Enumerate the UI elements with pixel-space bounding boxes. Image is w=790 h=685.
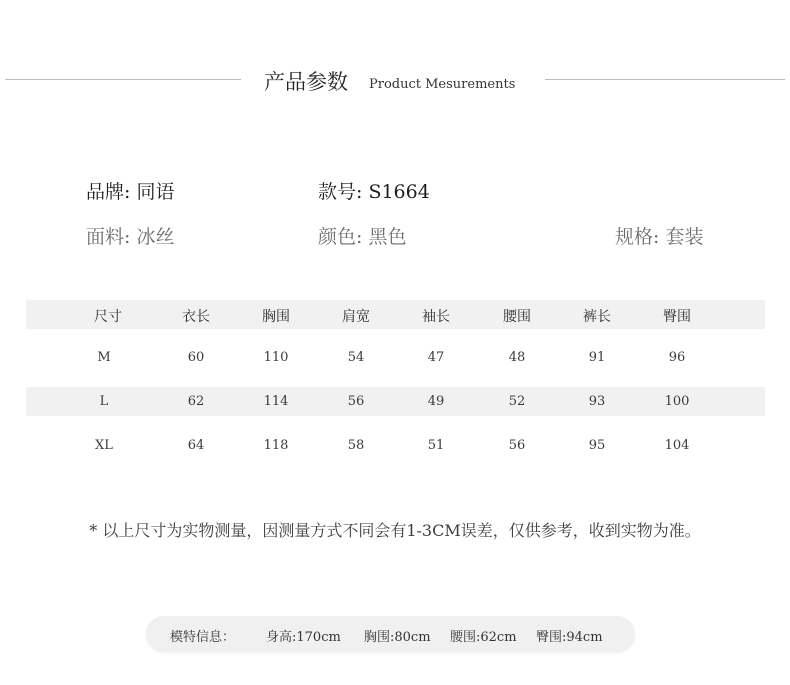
cell-waist: 48 (508, 350, 526, 365)
header-pants-length: 裤长 (583, 309, 611, 325)
header-waist: 腰围 (503, 309, 531, 325)
cell-hip: 104 (664, 438, 690, 453)
cell-pants-length: 95 (588, 438, 606, 453)
model-hip: 臀围:94cm (536, 630, 603, 645)
cell-hip: 100 (664, 394, 690, 409)
header-bust: 胸围 (262, 309, 290, 325)
cell-sleeve: 47 (427, 350, 445, 365)
brand-info: 品牌: 同语 (86, 181, 175, 203)
cell-pants-length: 93 (588, 394, 606, 409)
cell-bust: 114 (263, 394, 289, 409)
header-divider-right (545, 79, 785, 80)
cell-waist: 52 (508, 394, 526, 409)
header-length: 衣长 (182, 309, 210, 325)
cell-sleeve: 49 (427, 394, 445, 409)
header-sleeve: 袖长 (422, 309, 450, 325)
spec-info: 规格: 套装 (615, 226, 704, 248)
model-info-label: 模特信息： (170, 630, 236, 645)
material-info: 面料: 冰丝 (86, 226, 175, 248)
cell-shoulder: 54 (347, 350, 365, 365)
cell-size: M (97, 350, 111, 365)
header-divider-left (5, 79, 241, 80)
measurement-note: * 以上尺寸为实物测量，因测量方式不同会有1-3CM误差，仅供参考，收到实物为准。 (89, 521, 701, 540)
section-subtitle: Product Mesurements (369, 77, 516, 92)
section-title: 产品参数 (264, 70, 348, 94)
header-shoulder: 肩宽 (342, 309, 370, 325)
cell-shoulder: 58 (347, 438, 365, 453)
cell-waist: 56 (508, 438, 526, 453)
header-hip: 臀围 (663, 309, 691, 325)
cell-length: 62 (187, 394, 205, 409)
model-bust: 胸围:80cm (364, 630, 431, 645)
cell-pants-length: 91 (588, 350, 606, 365)
cell-hip: 96 (668, 350, 686, 365)
cell-bust: 118 (263, 438, 289, 453)
header-size: 尺寸 (94, 309, 122, 325)
cell-size: XL (95, 438, 113, 453)
model-height: 身高:170cm (266, 630, 341, 645)
color-info: 颜色: 黑色 (318, 226, 407, 248)
model-waist: 腰围:62cm (450, 630, 517, 645)
style-number-info: 款号: S1664 (318, 181, 430, 203)
cell-length: 60 (187, 350, 205, 365)
cell-size: L (99, 394, 109, 409)
cell-shoulder: 56 (347, 394, 365, 409)
cell-length: 64 (187, 438, 205, 453)
cell-sleeve: 51 (427, 438, 445, 453)
cell-bust: 110 (263, 350, 289, 365)
